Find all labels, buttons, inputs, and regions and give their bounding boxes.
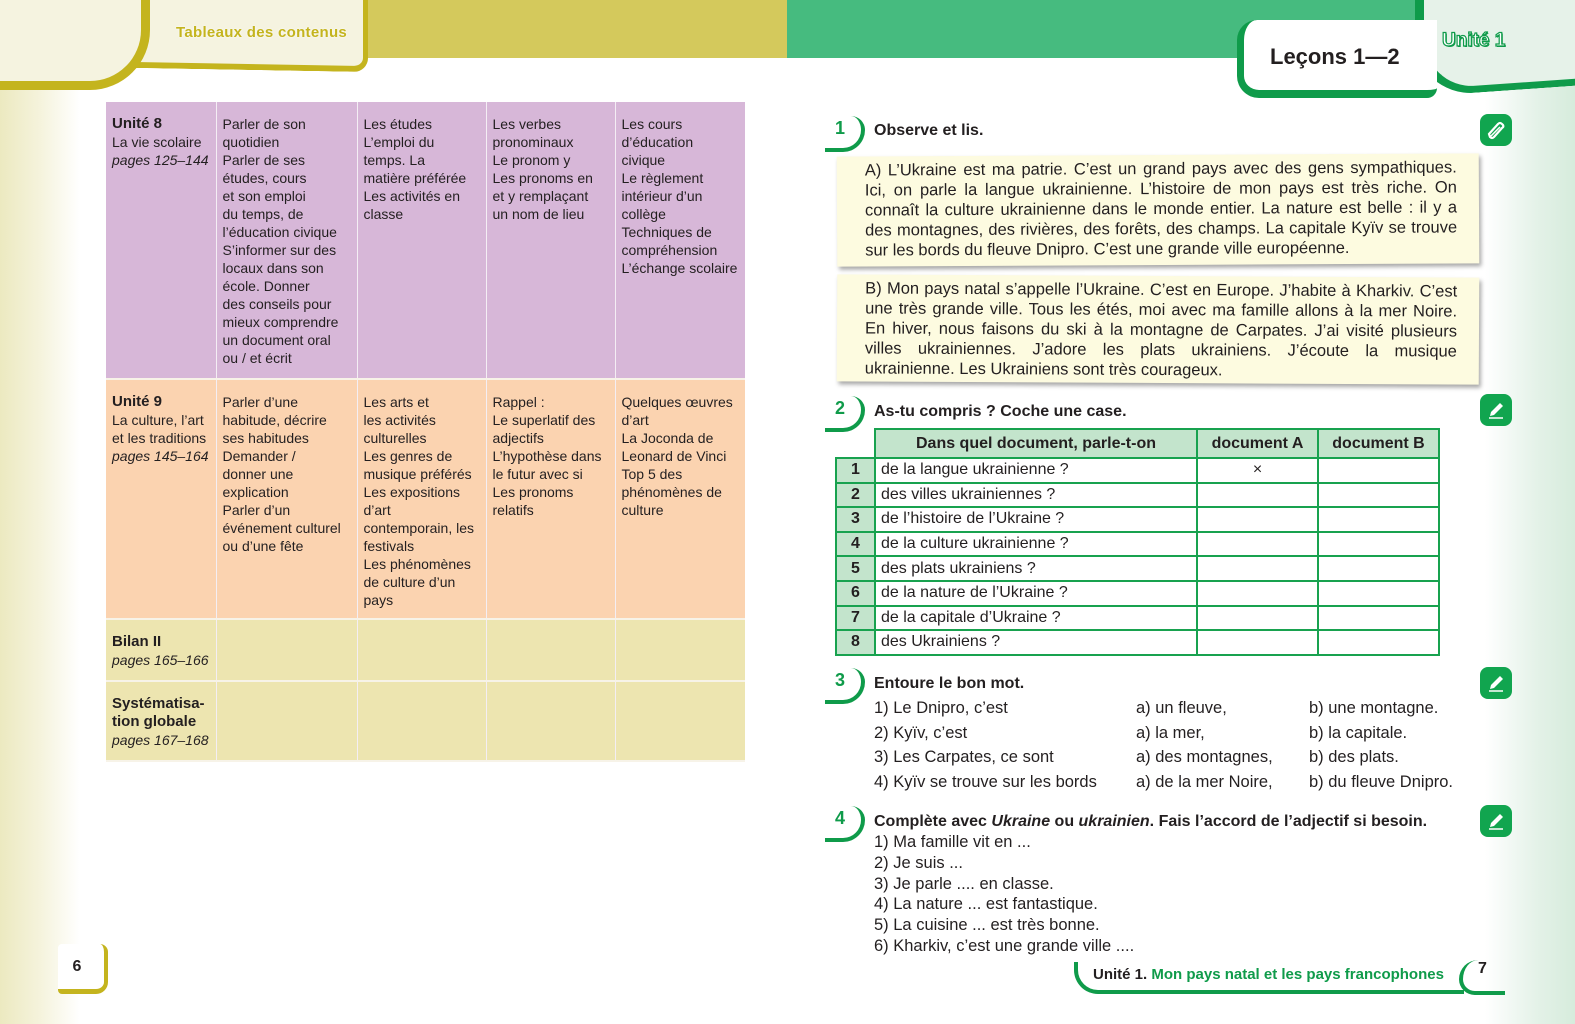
question-cell: de la langue ukrainienne ? <box>875 458 1197 483</box>
prompt: 4) Kyïv se trouve sur les bords <box>874 772 1097 791</box>
culture-cell <box>615 379 745 619</box>
document-a-checkbox[interactable] <box>1197 507 1318 532</box>
unit-subtitle: La vie scolaire <box>112 134 202 150</box>
cell-line: Top 5 des <box>621 466 683 482</box>
exercise-3-title: Entoure le bon mot. <box>874 675 1025 692</box>
row-number: 5 <box>836 556 875 581</box>
cell-line: un nom de lieu <box>492 206 585 222</box>
quiz-row <box>836 581 1439 606</box>
grammar-cell <box>486 379 615 619</box>
empty-cell <box>615 681 745 761</box>
fill-in-item: 5) La cuisine ... est très bonne. <box>874 916 1100 935</box>
document-b-checkbox[interactable] <box>1318 556 1439 581</box>
question-cell: des plats ukrainiens ? <box>875 556 1197 581</box>
cell-line: L’emploi du <box>363 134 435 150</box>
title-text: Complète avec <box>874 813 992 830</box>
quiz-table <box>835 428 1440 656</box>
cell-line: compréhension <box>621 242 718 258</box>
cell-line: civique <box>621 152 666 168</box>
document-b-checkbox[interactable] <box>1318 630 1439 655</box>
fill-in-item: 6) Kharkiv, c’est une grande ville .... <box>874 936 1135 955</box>
page-number-right: 7 <box>1478 960 1487 977</box>
unit-title: Unité 9 <box>112 393 163 410</box>
unit-cell <box>106 379 216 619</box>
document-a-checkbox[interactable] <box>1197 556 1318 581</box>
cell-line: temps. La <box>363 152 425 168</box>
cell-line: et son emploi <box>222 188 306 204</box>
cell-line: Leonard de Vinci <box>621 448 727 464</box>
row-number: 8 <box>836 630 875 655</box>
cell-line: matière préférée <box>363 170 467 186</box>
quiz-row <box>836 458 1439 483</box>
quiz-row <box>836 606 1439 631</box>
left-header-title: Tableaux des contenus <box>176 24 348 41</box>
cell-line: d’art <box>363 502 391 518</box>
document-a-checkbox[interactable] <box>1197 581 1318 606</box>
document-b-header: document B <box>1318 429 1439 458</box>
lesson-title: Leçons 1—2 <box>1270 44 1400 69</box>
empty-cell <box>615 619 745 681</box>
cell-line: Les activités en <box>363 188 460 204</box>
reading-text-a: A) L’Ukraine est ma patrie. C’est un grand pays avec des gens sympathiques. Ici, on parle la langue ukrainienne. L’histoire de mon pays est très riche. On connaît la culture ukrainienne dans le monde entier. La nature est belle : il y a des montagnes, des rivières, des forêts, des champs. La capitale Kyïv se trouve sur les bords du fleuve Dnipro. C’est une grande ville européenne. <box>837 153 1480 266</box>
prompt: 1) Le Dnipro, c’est <box>874 699 1008 717</box>
empty-cell <box>357 619 486 681</box>
choice-list <box>874 696 1489 794</box>
title-text: . Fais l’accord de l’adjectif si besoin. <box>1149 813 1428 830</box>
cell-line: explication <box>222 484 289 500</box>
empty-cell <box>216 681 357 761</box>
reading-text-b: B) Mon pays natal s’appelle l’Ukraine. C’est en Europe. J’habite à Kharkiv. C’est une très grande ville. Tous les étés, moi avec ma famille allons à la mer Noire. En hiver, nous faisons du ski à la montagne de Carpates. J’ai visité plusieurs villes ukrainiennes. J’adore les plats ukrainiens. J’écoute la musique ukrainienne. Les Ukrainiens sont très courageux. <box>837 274 1480 384</box>
pencil-icon <box>1480 394 1512 426</box>
unit-pages: pages 165–166 <box>112 652 209 668</box>
cell-line: contemporain, les <box>363 520 475 536</box>
choice-item <box>874 696 1489 721</box>
quiz-row <box>836 507 1439 532</box>
quiz-header-row <box>836 429 1439 458</box>
unit-cell <box>106 681 216 761</box>
cell-line: les activités <box>363 412 436 428</box>
row-number: 2 <box>836 483 875 508</box>
row-number: 3 <box>836 507 875 532</box>
document-a-checkbox[interactable] <box>1197 630 1318 655</box>
cell-line: Le superlatif des <box>492 412 596 428</box>
cell-line: culture <box>621 502 664 518</box>
cell-line: Demander / <box>222 448 296 464</box>
cell-line: Les expositions <box>363 484 461 500</box>
cell-line: du temps, de <box>222 206 304 222</box>
document-a-checkbox[interactable] <box>1197 532 1318 557</box>
cell-line: classe <box>363 206 404 222</box>
cell-line: Le règlement <box>621 170 704 186</box>
cell-line: ou / et écrit <box>222 350 292 366</box>
option-b[interactable]: b) des plats. <box>1309 748 1399 766</box>
document-b-checkbox[interactable] <box>1318 483 1439 508</box>
cell-line: le futur avec si <box>492 466 583 482</box>
cell-line: de culture d’un <box>363 574 456 590</box>
cell-line: Les études <box>363 116 432 132</box>
quiz-row <box>836 532 1439 557</box>
pencil-icon <box>1480 667 1512 699</box>
exercise-1-title: Observe et lis. <box>874 122 984 139</box>
quiz-row <box>836 556 1439 581</box>
cell-line: ou d’une fête <box>222 538 304 554</box>
vocabulary-cell <box>357 379 486 619</box>
table-row-bilan <box>106 619 745 681</box>
right-page <box>787 0 1575 1024</box>
cell-line: et y remplaçant <box>492 188 589 204</box>
document-a-checkbox[interactable] <box>1197 483 1318 508</box>
cell-line: collège <box>621 206 666 222</box>
fill-in-item: 4) La nature ... est fantastique. <box>874 895 1098 914</box>
right-gutter-shade <box>1485 0 1575 1024</box>
footer-text <box>1093 966 1444 983</box>
unit-title: Systématisa-tion globale <box>112 695 205 730</box>
cell-line: Rappel : <box>492 394 545 410</box>
page-number-left: 6 <box>58 944 108 994</box>
cell-line: locaux dans son <box>222 260 324 276</box>
document-b-checkbox[interactable] <box>1318 507 1439 532</box>
cell-line: Les cours <box>621 116 683 132</box>
table-row-unit-8 <box>106 102 745 379</box>
cell-line: culturelles <box>363 430 427 446</box>
cell-line: intérieur d’un <box>621 188 703 204</box>
cell-line: Parler d’un <box>222 502 291 518</box>
cell-line: Les phénomènes <box>363 556 471 572</box>
table-row-unit-9 <box>106 379 745 619</box>
option-a[interactable]: a) la mer, <box>1136 723 1205 742</box>
cell-line: Parler de ses <box>222 152 305 168</box>
left-page <box>0 0 787 1024</box>
grammar-cell <box>486 102 615 379</box>
cell-line: pronominaux <box>492 134 574 150</box>
option-a[interactable]: a) des montagnes, <box>1136 748 1273 766</box>
title-emphasis-ukrainien: ukrainien <box>1078 813 1150 830</box>
cell-line: un document oral <box>222 332 331 348</box>
cell-line: phénomènes de <box>621 484 722 500</box>
quiz-row <box>836 630 1439 655</box>
cell-line: Les verbes <box>492 116 561 132</box>
prompt: 2) Kyïv, c’est <box>874 723 968 742</box>
cell-line: Les arts et <box>363 394 429 410</box>
culture-cell <box>615 102 745 379</box>
cell-line: quotidien <box>222 134 280 150</box>
unit-title: Bilan II <box>112 633 162 650</box>
quiz-row <box>836 483 1439 508</box>
empty-cell <box>486 619 615 681</box>
document-a-checkbox[interactable]: × <box>1197 458 1318 483</box>
cell-line: pays <box>363 592 394 608</box>
cell-line: L’hypothèse dans <box>492 448 602 464</box>
row-number: 4 <box>836 532 875 557</box>
document-a-header: document A <box>1197 429 1318 458</box>
cell-line: Parler d’une <box>222 394 298 410</box>
unit-pages: pages 145–164 <box>112 448 209 464</box>
cell-line: études, cours <box>222 170 307 186</box>
prompt: 3) Les Carpates, ce sont <box>874 748 1054 766</box>
empty-cell <box>486 681 615 761</box>
title-emphasis-ukraine: Ukraine <box>991 813 1051 830</box>
cell-line: Le pronom y <box>492 152 571 168</box>
unit-title: Unité 8 <box>112 115 163 132</box>
question-header: Dans quel document, parle-t-on <box>875 429 1197 458</box>
unit-cell <box>106 619 216 681</box>
question-cell: des villes ukrainiennes ? <box>875 483 1197 508</box>
fill-in-item: 1) Ma famille vit en ... <box>874 833 1031 851</box>
cell-line: Les pronoms en <box>492 170 593 186</box>
cell-line: donner une <box>222 466 294 482</box>
question-cell: des Ukrainiens ? <box>875 630 1197 655</box>
cell-line: l’éducation civique <box>222 224 337 240</box>
choice-item <box>874 745 1489 770</box>
unit-subtitle: La culture, l’art et les traditions <box>112 412 207 446</box>
footer-theme: Mon pays natal et les pays francophones <box>1151 966 1444 983</box>
document-b-checkbox[interactable] <box>1318 458 1439 483</box>
option-a[interactable]: a) un fleuve, <box>1136 699 1227 717</box>
choice-item <box>874 770 1489 795</box>
cell-line: Techniques de <box>621 224 712 240</box>
unit-pages: pages 167–168 <box>112 732 209 748</box>
option-b[interactable]: b) du fleuve Dnipro. <box>1309 772 1453 791</box>
contents-table <box>106 102 745 762</box>
exercise-3-number: 3 <box>825 668 865 704</box>
option-b[interactable]: b) la capitale. <box>1309 723 1408 742</box>
question-cell: de la culture ukrainienne ? <box>875 532 1197 557</box>
fill-in-item: 3) Je parle .... en classe. <box>874 874 1054 893</box>
blank-header <box>836 429 875 458</box>
cell-line: Les pronoms <box>492 484 574 500</box>
cell-line: Quelques œuvres <box>621 394 733 410</box>
question-cell: de la nature de l’Ukraine ? <box>875 581 1197 606</box>
question-cell: de la capitale d’Ukraine ? <box>875 606 1197 631</box>
row-number: 7 <box>836 606 875 631</box>
cell-line: L’échange scolaire <box>621 260 738 276</box>
cell-line: mieux comprendre <box>222 314 339 330</box>
left-gutter-shade <box>0 0 80 1024</box>
empty-cell <box>216 619 357 681</box>
fill-in-item: 2) Je suis ... <box>874 853 963 872</box>
book-icon <box>1480 114 1512 146</box>
unit-cell <box>106 102 216 379</box>
exercise-2-number: 2 <box>825 396 865 432</box>
document-b-checkbox[interactable] <box>1318 532 1439 557</box>
cell-line: festivals <box>363 538 415 554</box>
exercise-4-title <box>874 813 1427 831</box>
cell-line: d’art <box>621 412 649 428</box>
unit-badge: Unité 1 <box>1442 30 1506 51</box>
cell-line: école. Donner <box>222 278 310 294</box>
cell-line: habitude, décrire <box>222 412 327 428</box>
cell-line: musique préférés <box>363 466 472 482</box>
row-number: 1 <box>836 458 875 483</box>
question-cell: de l’histoire de l’Ukraine ? <box>875 507 1197 532</box>
document-b-checkbox[interactable] <box>1318 606 1439 631</box>
document-a-checkbox[interactable] <box>1197 606 1318 631</box>
empty-cell <box>357 681 486 761</box>
unit-pages: pages 125–144 <box>112 152 209 168</box>
communication-cell <box>216 379 357 619</box>
cell-line: événement culturel <box>222 520 341 536</box>
cell-line: des conseils pour <box>222 296 332 312</box>
left-header-curve <box>0 0 150 90</box>
exercise-2-title: As-tu compris ? Coche une case. <box>874 403 1127 420</box>
option-b[interactable]: b) une montagne. <box>1309 699 1439 717</box>
cell-line: ses habitudes <box>222 430 309 446</box>
communication-cell <box>216 102 357 379</box>
cell-line: La Joconda de <box>621 430 714 446</box>
table-row-systematisation <box>106 681 745 761</box>
cell-line: d’éducation <box>621 134 694 150</box>
footer-unit: Unité 1. <box>1093 966 1148 983</box>
cell-line: relatifs <box>492 502 534 518</box>
vocabulary-cell <box>357 102 486 379</box>
pencil-icon <box>1480 805 1512 837</box>
cell-line: S’informer sur des <box>222 242 337 258</box>
document-b-checkbox[interactable] <box>1318 581 1439 606</box>
fill-in-list <box>874 832 1134 957</box>
title-text: ou <box>1050 813 1079 830</box>
option-a[interactable]: a) de la mer Noire, <box>1136 772 1273 791</box>
exercise-4-number: 4 <box>825 806 865 842</box>
cell-line: adjectifs <box>492 430 544 446</box>
choice-item <box>874 721 1489 746</box>
exercise-1-number: 1 <box>825 116 865 152</box>
cell-line: Les genres de <box>363 448 453 464</box>
cell-line: Parler de son <box>222 116 306 132</box>
row-number: 6 <box>836 581 875 606</box>
